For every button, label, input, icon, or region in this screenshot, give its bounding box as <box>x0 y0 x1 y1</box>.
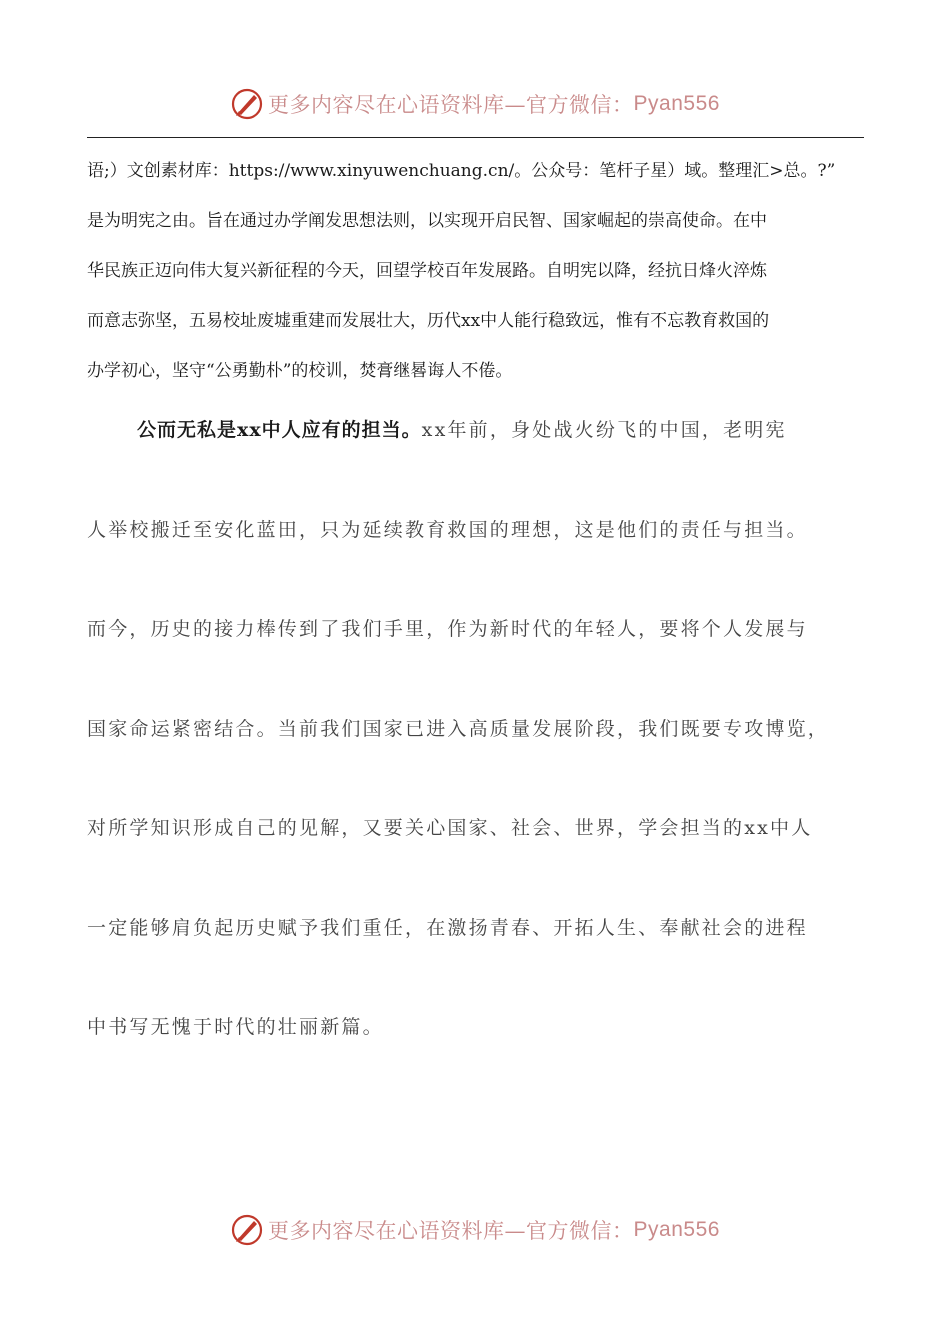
page-footer <box>0 1210 950 1250</box>
paragraph-2-line: 中书写无愧于时代的壮丽新篇。 <box>87 1016 384 1038</box>
paragraph-1-line: 是为明宪之由。旨在通过办学阐发思想法则，以实现开启民智、国家崛起的崇高使命。在中 <box>87 211 767 231</box>
paragraph-2-line: 国家命运紧密结合。当前我们国家已进入高质量发展阶段，我们既要专攻博览， <box>87 717 830 740</box>
paragraph-2-lead: 公而无私是xx中人应有的担当。 <box>137 419 422 441</box>
paragraph-2-line: 一定能够肩负起历史赋予我们重任，在激扬青春、开拓人生、奉献社会的进程 <box>87 916 808 939</box>
header-brand-text: 更多内容尽在心语资料库—官方微信： <box>268 93 634 117</box>
paragraph-1-line: 办学初心，坚守“公勇勤朴”的校训，焚膏继晷诲人不倦。 <box>87 361 513 381</box>
footer-brand <box>230 1213 720 1247</box>
paragraph-1 <box>87 146 864 396</box>
header-rule <box>87 137 864 138</box>
paragraph-2-line: 对所学知识形成自己的见解，又要关心国家、社会、世界，学会担当的xx中人 <box>87 817 813 839</box>
header-brand <box>230 87 720 121</box>
brand-logo-icon <box>230 87 264 121</box>
paragraph-1-line: 语;）文创素材库：https://www.xinyuwenchuang.cn/。公众号：笔杆子星）域。整理汇>总。?” <box>87 161 836 181</box>
footer-brand-text: 更多内容尽在心语资料库—官方微信： <box>268 1219 634 1243</box>
paragraph-1-line: 华民族正迈向伟大复兴新征程的今天，回望学校百年发展路。自明宪以降，经抗日烽火淬炼 <box>87 261 767 281</box>
paragraph-2-line: 而今，历史的接力棒传到了我们手里，作为新时代的年轻人，要将个人发展与 <box>87 618 808 640</box>
footer-brand-id: Pyan556 <box>633 1218 720 1241</box>
paragraph-2-first-line <box>87 405 877 505</box>
paragraph-2-line: 人举校搬迁至安化蓝田，只为延续教育救国的理想，这是他们的责任与担当。 <box>87 518 808 541</box>
header-brand-id: Pyan556 <box>633 92 720 115</box>
page-header <box>0 84 950 124</box>
paragraph-2 <box>87 405 877 1102</box>
paragraph-2-first-line-rest: xx年前，身处战火纷飞的中国，老明宪 <box>421 419 787 441</box>
paragraph-1-line: 而意志弥坚，五易校址废墟重建而发展壮大，历代xx中人能行稳致远，惟有不忘教育救国的 <box>87 311 770 331</box>
brand-logo-icon <box>230 1213 264 1247</box>
